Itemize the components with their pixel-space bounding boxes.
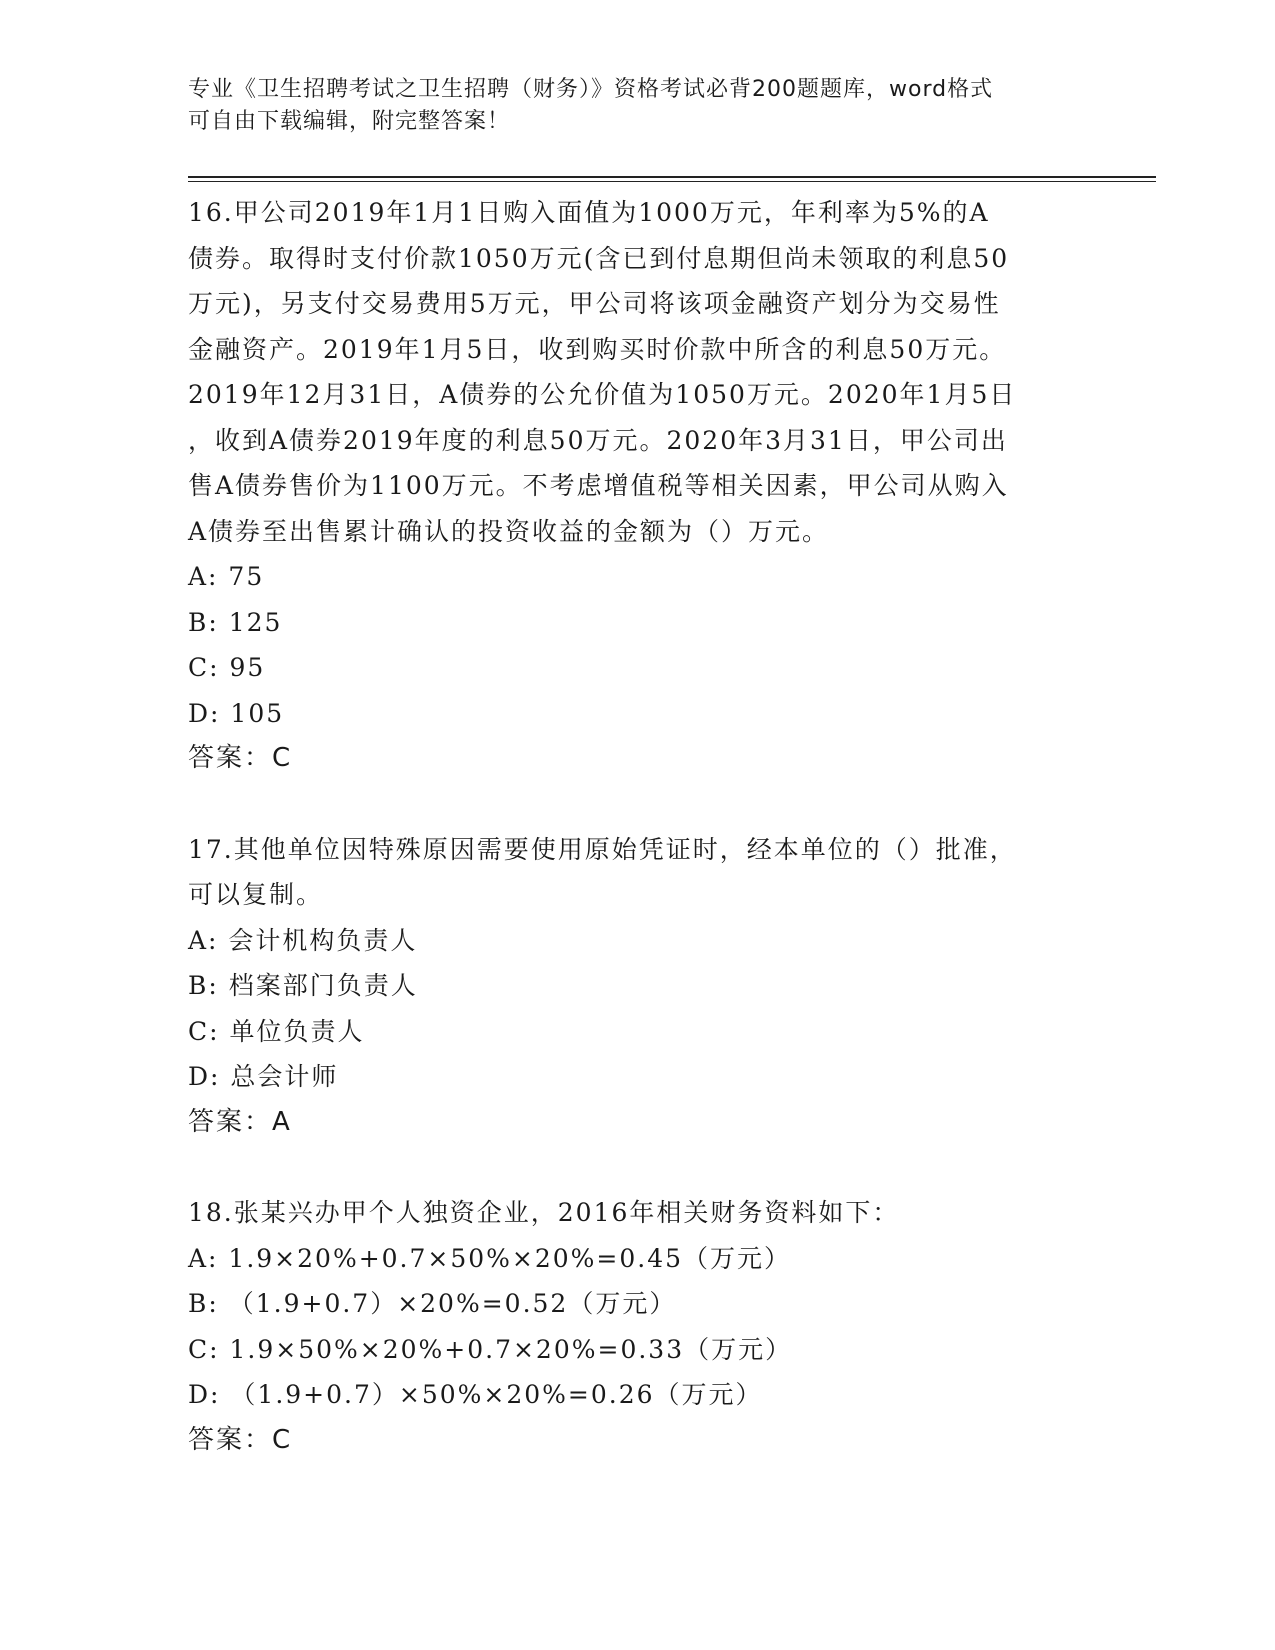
option-c: C: 95 — [188, 653, 266, 682]
question-16 — [188, 190, 1088, 782]
header-line-1: 专业《卫生招聘考试之卫生招聘（财务）》资格考试必背200题题库，word格式 — [188, 77, 994, 102]
question-stem-line: 可以复制。 — [188, 880, 324, 909]
option-a: A: 75 — [188, 562, 265, 591]
question-stem-line: 16.甲公司2019年1月1日购入面值为1000万元，年利率为5%的A — [188, 198, 990, 227]
option-b: B: （1.9+0.7）×20%=0.52（万元） — [188, 1289, 677, 1318]
answer-label: 答案：C — [188, 1424, 293, 1455]
question-18 — [188, 1190, 1088, 1463]
header-line-2: 可自由下载编辑，附完整答案！ — [188, 109, 511, 134]
question-17 — [188, 827, 1088, 1146]
option-d: D: （1.9+0.7）×50%×20%=0.26（万元） — [188, 1380, 763, 1409]
answer-label: 答案：C — [188, 743, 293, 773]
option-d: D: 总会计师 — [188, 1062, 339, 1091]
question-stem-line: 万元)，另支付交易费用5万元，甲公司将该项金融资产划分为交易性 — [188, 289, 1001, 318]
question-stem-line: 金融资产。2019年1月5日，收到购买时价款中所含的利息50万元。 — [188, 334, 1007, 364]
question-stem-line: 2019年12月31日，A债券的公允价值为1050万元。2020年1月5日 — [188, 380, 1017, 409]
document-header — [188, 74, 1068, 138]
question-stem-line: A债券至出售累计确认的投资收益的金额为（）万元。 — [188, 516, 830, 546]
option-c: C: 单位负责人 — [188, 1016, 365, 1046]
header-rule-thin — [188, 181, 1156, 182]
question-stem-line: 售A债券售价为1100万元。不考虑增值税等相关因素，甲公司从购入 — [188, 471, 1009, 500]
option-c: C: 1.9×50%×20%+0.7×20%=0.33（万元） — [188, 1334, 793, 1364]
option-b: B: 档案部门负责人 — [188, 971, 418, 1000]
option-a: A: 会计机构负责人 — [188, 925, 418, 955]
option-a: A: 1.9×20%+0.7×50%×20%=0.45（万元） — [188, 1243, 792, 1273]
question-stem-line: 18.张某兴办甲个人独资企业，2016年相关财务资料如下： — [188, 1198, 900, 1227]
answer-label: 答案：A — [188, 1106, 292, 1137]
header-rule-thick — [188, 176, 1156, 178]
question-list — [188, 190, 1088, 1508]
question-stem-line: 17.其他单位因特殊原因需要使用原始凭证时，经本单位的（）批准， — [188, 834, 1017, 864]
option-b: B: 125 — [188, 607, 283, 637]
option-d: D: 105 — [188, 698, 285, 728]
question-stem-line: 债券。取得时支付价款1050万元(含已到付息期但尚未领取的利息50 — [188, 243, 1010, 273]
question-stem-line: ，收到A债券2019年度的利息50万元。2020年3月31日，甲公司出 — [188, 425, 1008, 455]
